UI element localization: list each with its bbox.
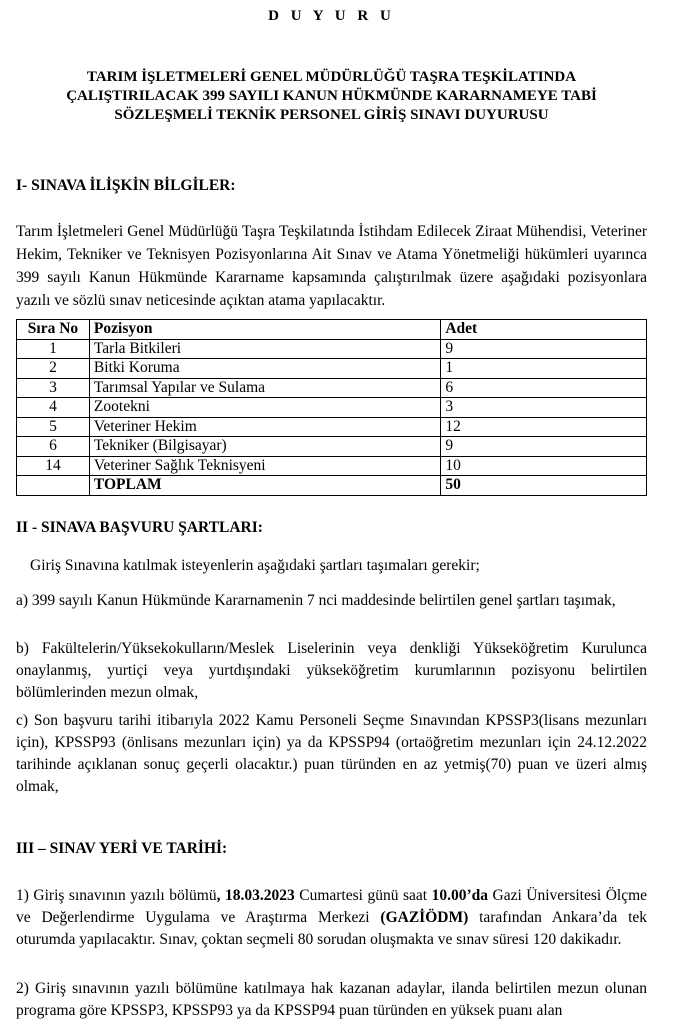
table-row xyxy=(17,437,647,457)
row-pozisyon: Zootekni xyxy=(89,398,440,418)
title-line-1: TARIM İŞLETMELERİ GENEL MÜDÜRLÜĞÜ TAŞRA TEŞKİLATINDA xyxy=(86,69,577,85)
header-pozisyon: Pozisyon xyxy=(89,320,440,340)
section-1-heading: I- SINAVA İLİŞKİN BİLGİLER: xyxy=(16,177,236,194)
table-header-row xyxy=(17,320,647,340)
p1-date: , 18.03.2023 xyxy=(216,887,295,904)
title-line-3: SÖZLEŞMELİ TEKNİK PERSONEL GİRİŞ SINAVI DUYURUSU xyxy=(114,107,549,123)
row-sira-no: 3 xyxy=(17,378,90,398)
positions-table-container xyxy=(16,319,647,496)
row-pozisyon: Veteriner Sağlık Teknisyeni xyxy=(89,456,440,476)
positions-table xyxy=(16,319,647,496)
row-sira-no: 1 xyxy=(17,339,90,359)
row-pozisyon: Tarımsal Yapılar ve Sulama xyxy=(89,378,440,398)
p1-time: 10.00’da xyxy=(431,887,488,904)
condition-a: a) 399 sayılı Kanun Hükmünde Kararnamenin 7 nci maddesinde belirtilen genel şartları taşımak, xyxy=(16,592,616,609)
p1-text-g: tarafından Ankara’da tek oturumda yapılacaktır. Sınav, çoktan seçmeli 80 sorudan oluşmakta ve sınav süresi 120 dakikadır. xyxy=(16,909,647,948)
document-title xyxy=(16,68,647,125)
condition-b: b) Fakültelerin/Yüksekokulların/Meslek Liselerinin veya denkliği Yükseköğretim Kurulunca onaylanmış, yurtiçi veya yurtdışındaki yükseköğretim kurumlarının pozisyonu belirtilen bölümlerinden mezun olmak, xyxy=(16,640,647,701)
row-pozisyon: Bitki Koruma xyxy=(89,359,440,379)
section-2-intro: Giriş Sınavına katılmak isteyenlerin aşağıdaki şartları taşımaları gerekir; xyxy=(30,557,480,574)
table-row xyxy=(17,378,647,398)
total-empty-cell xyxy=(17,476,90,496)
row-pozisyon: Tekniker (Bilgisayar) xyxy=(89,437,440,457)
row-pozisyon: Tarla Bitkileri xyxy=(89,339,440,359)
row-sira-no: 5 xyxy=(17,417,90,437)
p1-org-abbr: (GAZİÖDM) xyxy=(380,909,469,926)
row-sira-no: 4 xyxy=(17,398,90,418)
title-line-2: ÇALIŞTIRILACAK 399 SAYILI KANUN HÜKMÜNDE KARARNAMEYE TABİ xyxy=(66,88,597,104)
condition-c: c) Son başvuru tarihi itibarıyla 2022 Kamu Personeli Seçme Sınavından KPSSP3(lisans mezunları için), KPSSP93 (önlisans mezunları için) ya da KPSSP94 (ortaöğretim mezunları için 24.12.2022 tarihinde açıklanan sonuç geçerli olacaktır.) puan türünden en az yetmiş(70) puan ve üzeri almış olmak, xyxy=(16,712,647,795)
p1-text-c: Cumartesi günü saat xyxy=(294,887,432,904)
row-adet: 12 xyxy=(441,417,647,437)
table-row xyxy=(17,339,647,359)
table-total-row xyxy=(17,476,647,496)
table-row xyxy=(17,398,647,418)
row-adet: 9 xyxy=(441,339,647,359)
row-adet: 3 xyxy=(441,398,647,418)
row-adet: 1 xyxy=(441,359,647,379)
header-sira-no: Sıra No xyxy=(17,320,90,340)
header-adet: Adet xyxy=(441,320,647,340)
row-adet: 10 xyxy=(441,456,647,476)
table-row xyxy=(17,359,647,379)
row-sira-no: 14 xyxy=(17,456,90,476)
p1-text-a: 1) Giriş sınavının yazılı bölümü xyxy=(16,887,217,904)
document-header: D U Y U R U xyxy=(268,8,395,24)
row-pozisyon: Veteriner Hekim xyxy=(89,417,440,437)
total-label: TOPLAM xyxy=(89,476,440,496)
row-sira-no: 6 xyxy=(17,437,90,457)
total-value: 50 xyxy=(441,476,647,496)
row-sira-no: 2 xyxy=(17,359,90,379)
table-row xyxy=(17,417,647,437)
exam-paragraph-2: 2) Giriş sınavının yazılı bölümüne katılmaya hak kazanan adaylar, ilanda belirtilen mezun olunan programa göre KPSSP3, KPSSP93 ya da KPSSP94 puan türünden en yüksek puanı alan xyxy=(16,980,647,1019)
exam-paragraph-1 xyxy=(16,885,647,951)
table-row xyxy=(17,456,647,476)
section-2-heading: II - SINAVA BAŞVURU ŞARTLARI: xyxy=(16,519,263,536)
section-3-heading: III – SINAV YERİ VE TARİHİ: xyxy=(16,840,228,857)
p1-text-e: Gazi Üniversitesi Ölçme ve Değerlendirme Uygulama ve Araştırma Merkezi xyxy=(16,887,648,926)
section-1-intro: Tarım İşletmeleri Genel Müdürlüğü Taşra Teşkilatında İstihdam Edilecek Ziraat Mühendisi, Veteriner Hekim, Tekniker ve Teknisyen Pozisyonlarına Ait Sınav ve Atama Yönetmeliği hükümleri uyarınca 399 sayılı Kanun Hükmünde Kararname kapsamında çalıştırılmak üzere aşağıdaki pozisyonlara yazılı ve sözlü sınav neticesinde açıktan atama yapılacaktır. xyxy=(16,223,647,309)
row-adet: 6 xyxy=(441,378,647,398)
row-adet: 9 xyxy=(441,437,647,457)
